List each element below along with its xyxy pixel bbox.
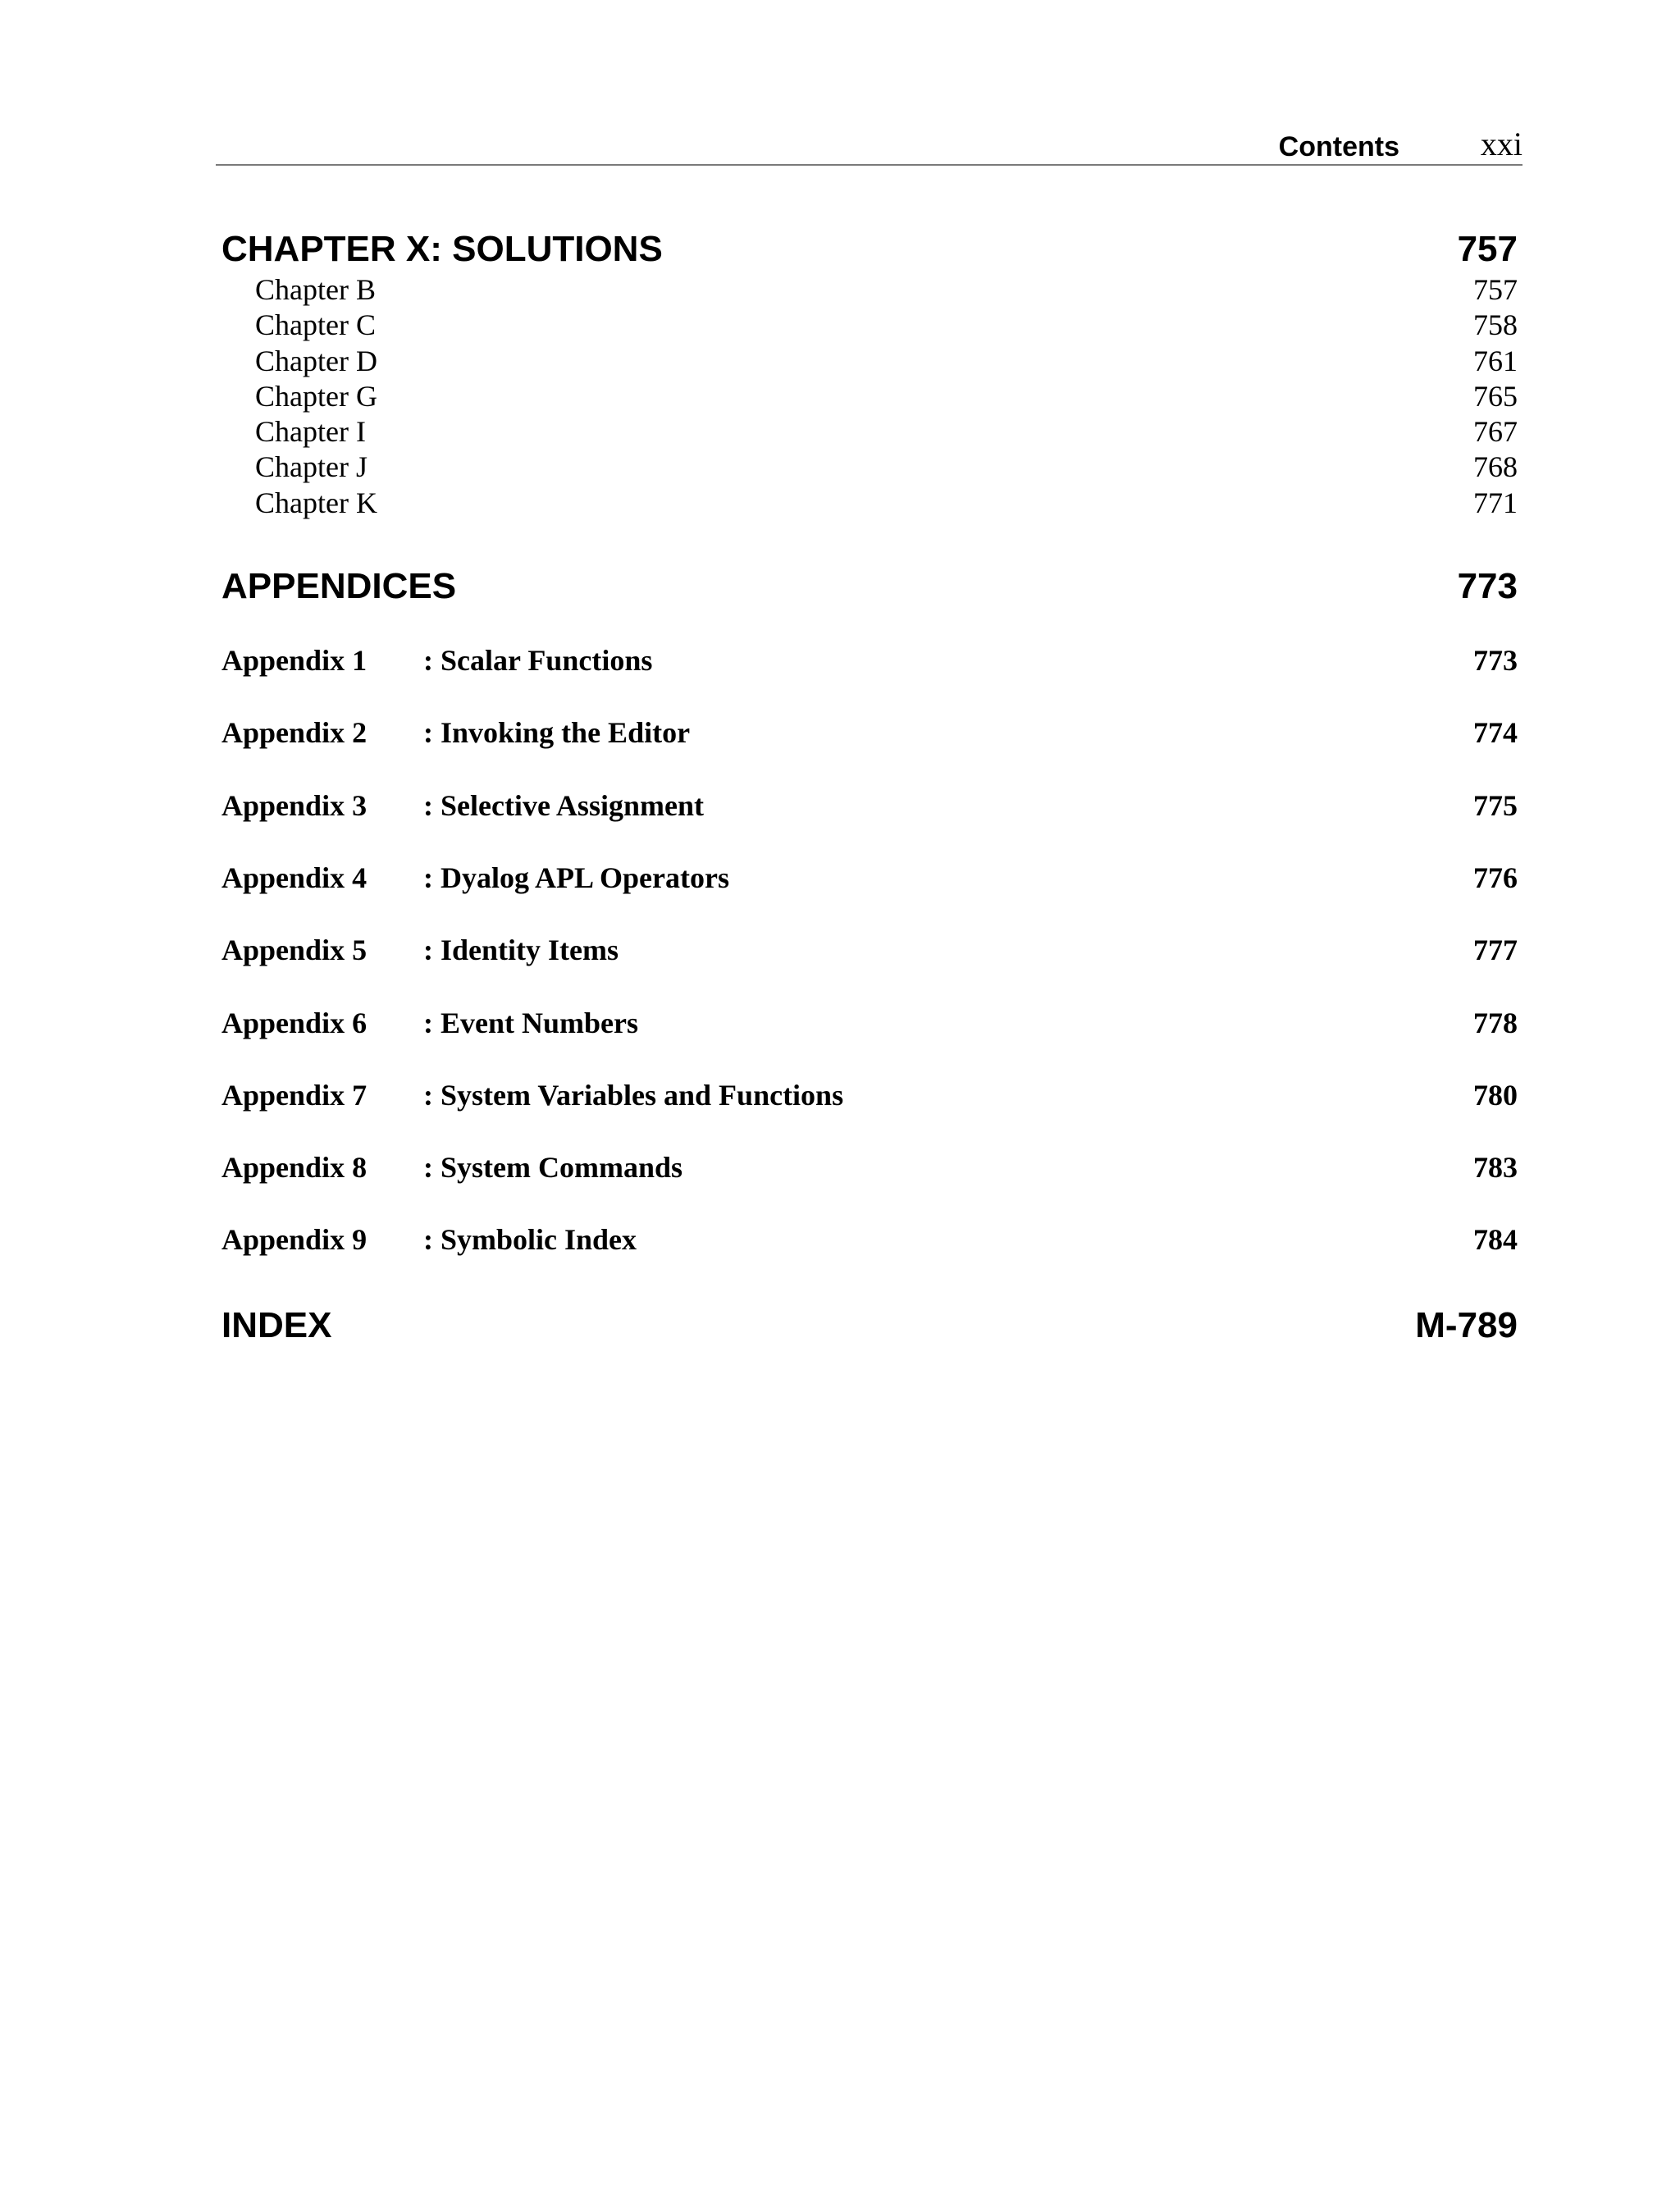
subentry-label: Chapter I <box>255 415 366 449</box>
subentry-label: Chapter D <box>255 344 377 377</box>
toc-section-index <box>221 1303 1518 1349</box>
section-page: 757 <box>1457 229 1518 269</box>
appendix-title: : Scalar Functions <box>423 644 653 678</box>
toc-subentry <box>221 414 1518 450</box>
appendix-title: : System Variables and Functions <box>423 1078 844 1112</box>
subentry-label: Chapter C <box>255 308 376 342</box>
subentry-page: 767 <box>1473 415 1518 449</box>
appendix-page: 784 <box>1473 1223 1518 1257</box>
toc-section-solutions <box>221 226 1518 272</box>
toc-appendix-entry <box>221 1077 1518 1113</box>
appendix-number: Appendix 8 <box>221 1151 368 1185</box>
toc-appendix-entry <box>221 860 1518 896</box>
appendix-page: 774 <box>1473 716 1518 750</box>
appendix-number: Appendix 9 <box>221 1223 368 1257</box>
appendix-page: 777 <box>1473 934 1518 967</box>
appendix-title: : Event Numbers <box>423 1006 638 1039</box>
running-header-page-number: xxi <box>1480 126 1522 162</box>
appendix-page: 775 <box>1473 788 1518 822</box>
subentry-page: 768 <box>1473 450 1518 484</box>
appendix-page: 780 <box>1473 1078 1518 1112</box>
appendix-title: : System Commands <box>423 1151 683 1185</box>
section-title: APPENDICES <box>221 566 457 607</box>
appendix-title: : Invoking the Editor <box>423 716 691 750</box>
appendix-number: Appendix 7 <box>221 1078 368 1112</box>
appendix-page: 773 <box>1473 644 1518 678</box>
solutions-chapter-list <box>221 272 1518 521</box>
toc-subentry <box>221 450 1518 485</box>
appendix-page: 778 <box>1473 1006 1518 1039</box>
appendix-number: Appendix 6 <box>221 1006 368 1039</box>
appendix-title: : Dyalog APL Operators <box>423 861 729 894</box>
toc-appendix-entry <box>221 1149 1518 1185</box>
subentry-page: 757 <box>1473 273 1518 306</box>
appendix-list <box>221 642 1518 1258</box>
running-header-title: Contents <box>1278 131 1399 162</box>
toc-subentry <box>221 344 1518 379</box>
toc-subentry <box>221 486 1518 521</box>
appendix-page: 783 <box>1473 1151 1518 1185</box>
subentry-label: Chapter B <box>255 273 376 306</box>
subentry-label: Chapter J <box>255 450 368 484</box>
spacer <box>221 1294 1518 1303</box>
toc-subentry <box>221 272 1518 308</box>
appendix-number: Appendix 2 <box>221 716 368 750</box>
appendix-page: 776 <box>1473 861 1518 894</box>
section-title: INDEX <box>221 1304 332 1345</box>
appendix-title: : Identity Items <box>423 934 619 967</box>
subentry-page: 758 <box>1473 308 1518 342</box>
section-page: 773 <box>1457 566 1518 607</box>
toc-subentry <box>221 308 1518 343</box>
toc-appendix-entry <box>221 932 1518 968</box>
subentry-label: Chapter K <box>255 486 377 519</box>
table-of-contents <box>221 226 1518 1349</box>
spacer <box>221 521 1518 564</box>
toc-subentry <box>221 379 1518 414</box>
toc-appendix-entry <box>221 642 1518 678</box>
toc-section-appendices <box>221 564 1518 610</box>
toc-appendix-entry <box>221 715 1518 751</box>
toc-appendix-entry <box>221 1221 1518 1258</box>
subentry-label: Chapter G <box>255 379 377 413</box>
subentry-page: 761 <box>1473 344 1518 377</box>
appendix-number: Appendix 4 <box>221 861 368 894</box>
appendix-number: Appendix 5 <box>221 934 368 967</box>
appendix-number: Appendix 1 <box>221 644 368 678</box>
toc-appendix-entry <box>221 1005 1518 1041</box>
appendix-title: : Selective Assignment <box>423 788 704 822</box>
toc-appendix-entry <box>221 788 1518 824</box>
subentry-page: 765 <box>1473 379 1518 413</box>
spacer <box>221 610 1518 642</box>
appendix-number: Appendix 3 <box>221 788 368 822</box>
running-header <box>216 121 1522 166</box>
section-page: M-789 <box>1415 1304 1518 1345</box>
section-title: CHAPTER X: SOLUTIONS <box>221 229 663 269</box>
appendix-title: : Symbolic Index <box>423 1223 637 1257</box>
subentry-page: 771 <box>1473 486 1518 519</box>
